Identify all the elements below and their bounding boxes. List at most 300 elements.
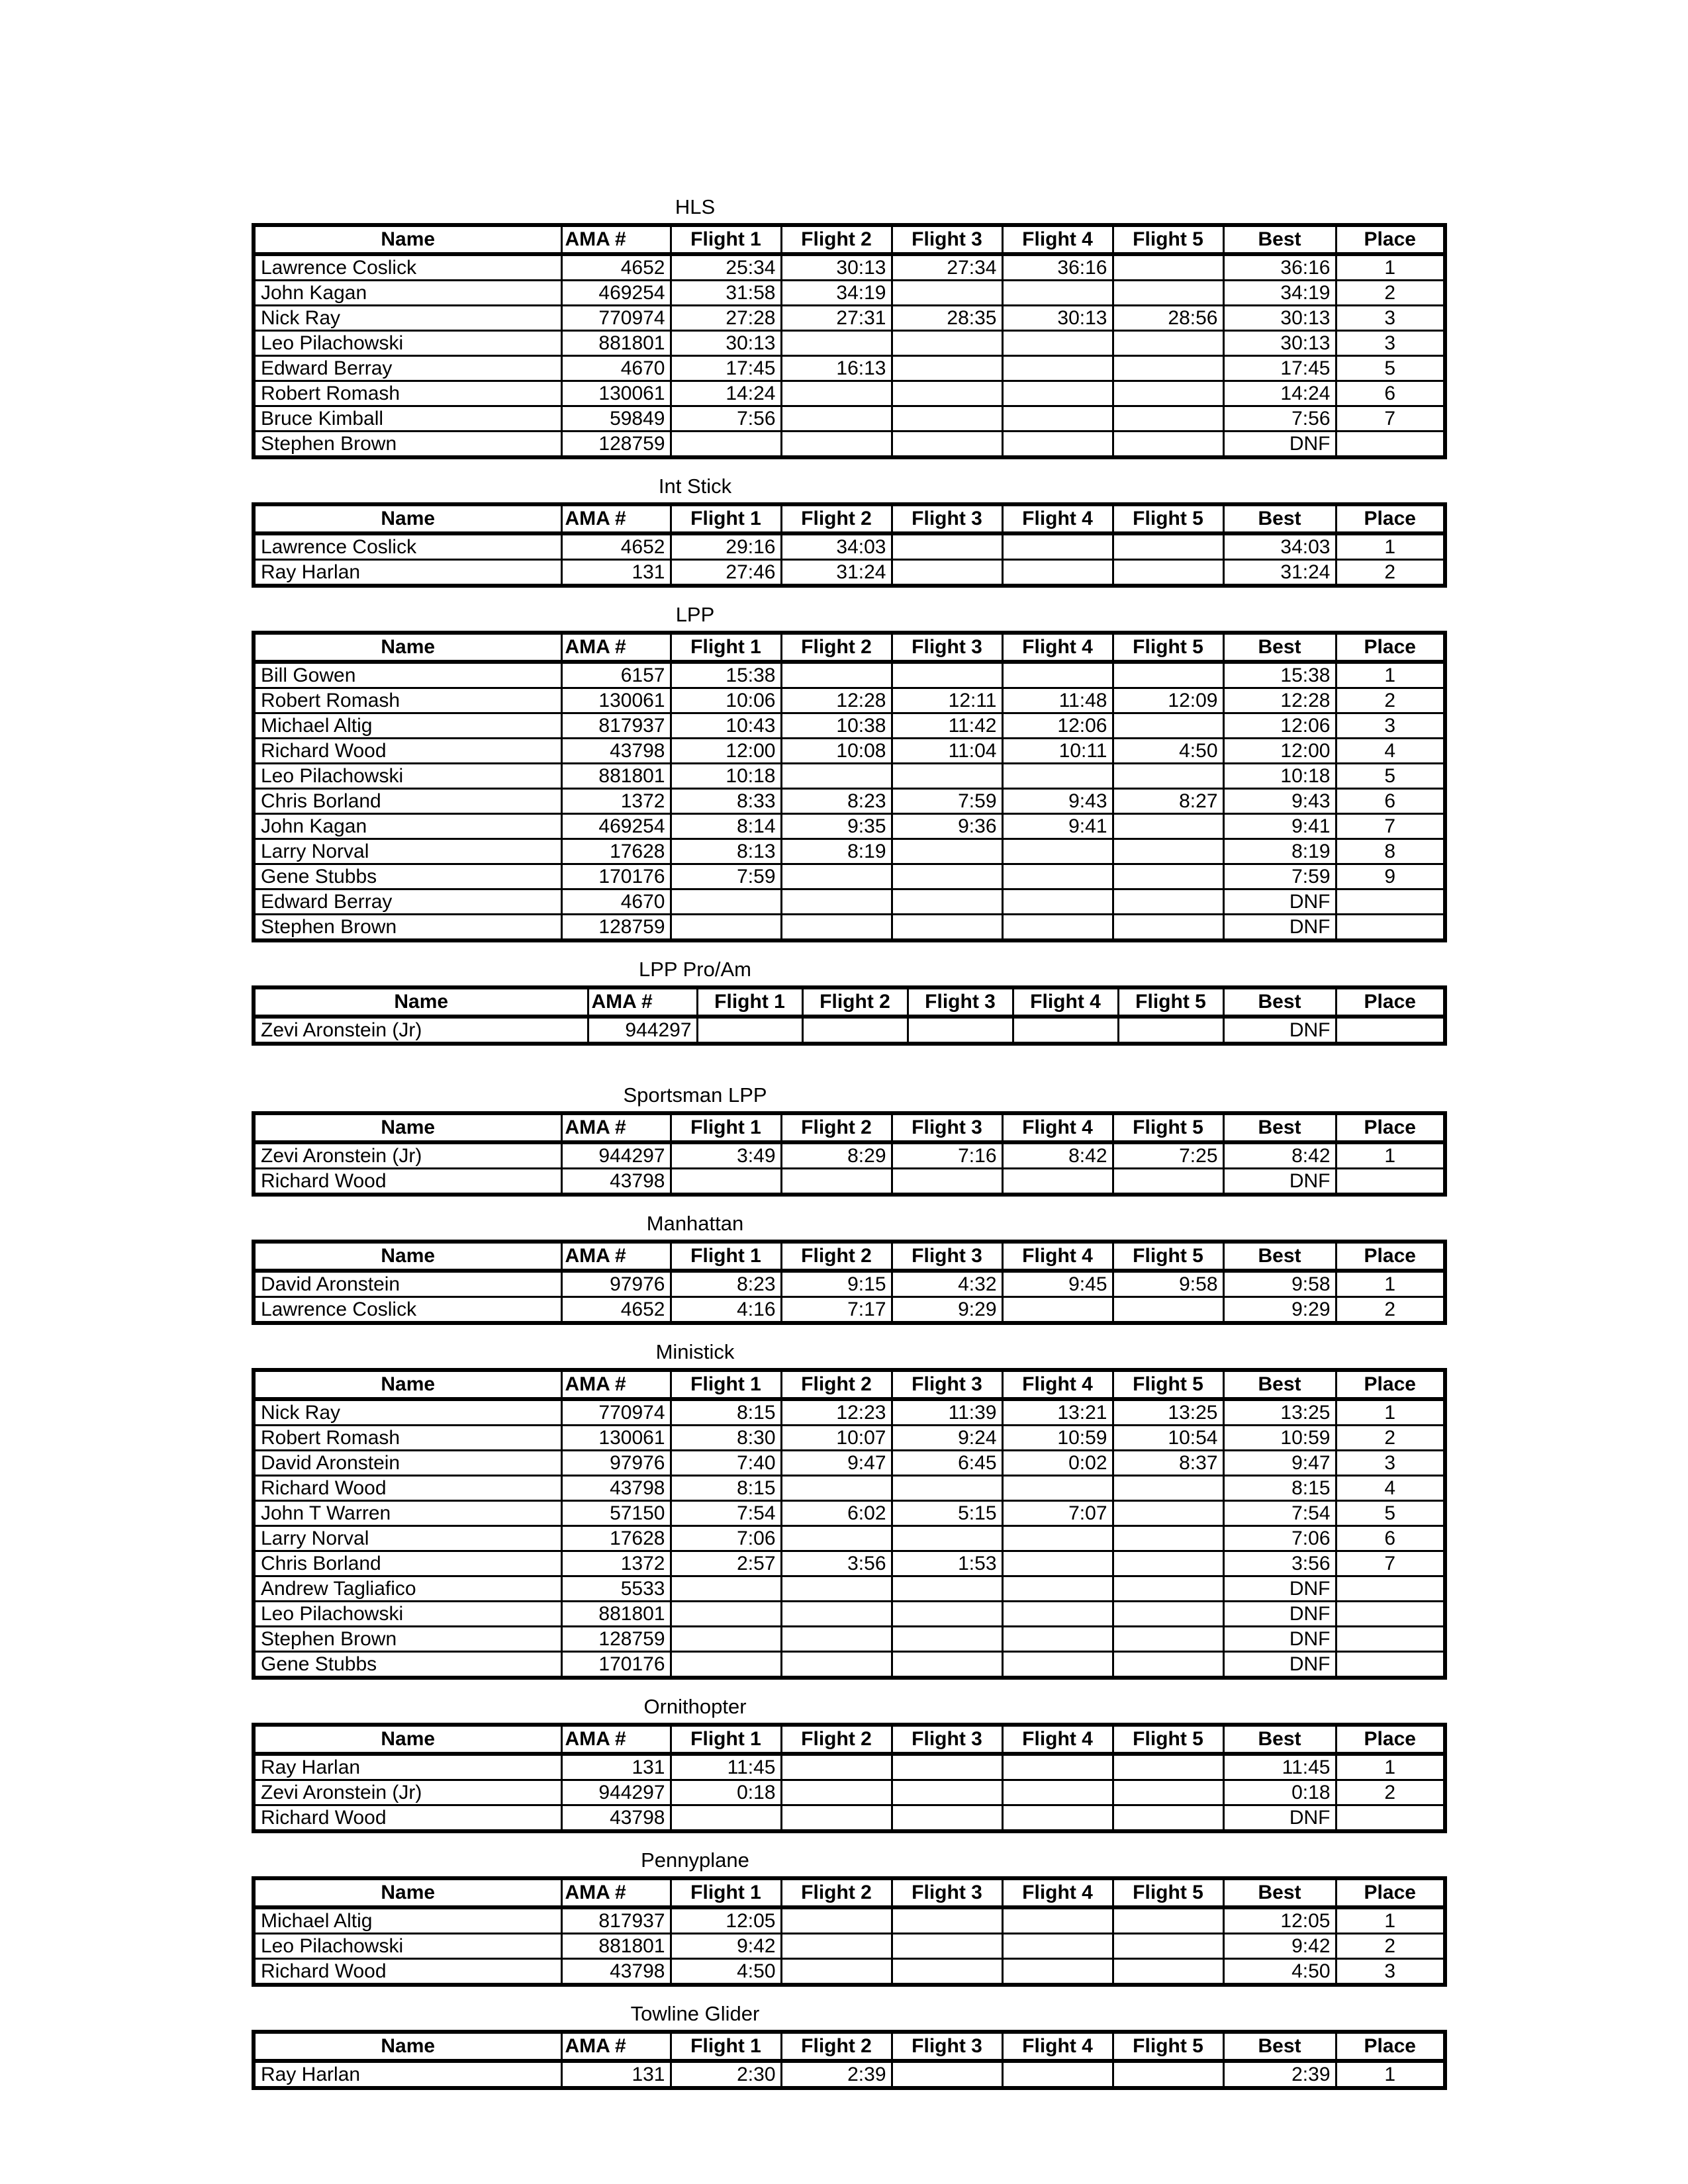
cell-ama-number: 944297 [561,1142,671,1169]
column-header-flight-1: Flight 1 [671,633,781,662]
column-header-flight-1: Flight 1 [671,1242,781,1271]
column-header-flight-1: Flight 1 [671,2032,781,2061]
section-towline-glider [252,2003,1443,2090]
cell-flight-3: 9:36 [892,814,1002,839]
cell-flight-3: 4:32 [892,1271,1002,1297]
cell-flight-3 [892,1602,1002,1627]
cell-flight-1: 0:18 [671,1780,781,1805]
cell-flight-4: 11:48 [1002,688,1113,713]
table-row [254,1551,1445,1576]
column-header-ama: AMA # [561,2032,671,2061]
cell-flight-3 [892,281,1002,306]
cell-place: 3 [1336,1959,1445,1985]
cell-best: DNF [1223,1805,1336,1832]
cell-name: Robert Romash [254,381,561,406]
cell-name: Leo Pilachowski [254,764,561,789]
cell-flight-2: 7:17 [781,1297,892,1324]
table-row [254,1780,1445,1805]
cell-ama-number: 944297 [561,1780,671,1805]
cell-flight-1 [671,889,781,915]
table-row [254,533,1445,560]
column-header-name: Name [254,225,561,254]
table-row [254,764,1445,789]
cell-flight-2: 8:19 [781,839,892,864]
cell-best: 31:24 [1223,560,1336,586]
column-header-flight-3: Flight 3 [892,2032,1002,2061]
cell-flight-4: 36:16 [1002,254,1113,281]
cell-flight-2: 30:13 [781,254,892,281]
cell-best: 3:56 [1223,1551,1336,1576]
cell-flight-4 [1013,1017,1118,1044]
cell-ama-number: 170176 [561,864,671,889]
cell-flight-5: 4:50 [1113,739,1223,764]
cell-flight-4 [1002,662,1113,688]
header-row [254,633,1445,662]
cell-flight-5 [1113,1652,1223,1678]
cell-ama-number: 469254 [561,814,671,839]
cell-flight-4 [1002,1169,1113,1195]
cell-flight-3: 12:11 [892,688,1002,713]
column-header-flight-2: Flight 2 [781,2032,892,2061]
cell-flight-2: 10:07 [781,1426,892,1451]
column-header-flight-2: Flight 2 [781,1370,892,1399]
cell-flight-4 [1002,889,1113,915]
cell-flight-3 [892,381,1002,406]
cell-flight-2 [781,432,892,458]
section-title: LPP Pro/Am [638,958,751,981]
cell-flight-3 [892,1805,1002,1832]
cell-flight-1: 25:34 [671,254,781,281]
cell-name: Nick Ray [254,306,561,331]
cell-flight-3: 11:04 [892,739,1002,764]
cell-best: 4:50 [1223,1959,1336,1985]
column-header-flight-4: Flight 4 [1002,1725,1113,1754]
cell-place: 8 [1336,839,1445,864]
cell-best: 7:59 [1223,864,1336,889]
section-lpp-pro-am [252,958,1443,1046]
cell-flight-1 [671,1169,781,1195]
column-header-flight-3: Flight 3 [892,633,1002,662]
results-table [252,1723,1447,1833]
column-header-place: Place [1336,987,1445,1017]
cell-name: David Aronstein [254,1451,561,1476]
column-header-best: Best [1223,987,1336,1017]
cell-flight-4 [1002,406,1113,432]
cell-best: 2:39 [1223,2061,1336,2088]
column-header-name: Name [254,1370,561,1399]
cell-flight-1: 7:59 [671,864,781,889]
cell-flight-1 [671,1652,781,1678]
cell-ama-number: 4652 [561,1297,671,1324]
cell-flight-3 [892,1934,1002,1959]
cell-flight-1: 7:06 [671,1526,781,1551]
column-header-flight-4: Flight 4 [1002,633,1113,662]
table-row [254,662,1445,688]
cell-flight-4: 30:13 [1002,306,1113,331]
cell-ama-number: 128759 [561,915,671,941]
cell-place: 9 [1336,864,1445,889]
cell-flight-2: 16:13 [781,356,892,381]
cell-flight-3: 11:39 [892,1399,1002,1426]
cell-flight-4: 0:02 [1002,1451,1113,1476]
cell-flight-3 [892,764,1002,789]
cell-flight-2 [781,1959,892,1985]
cell-flight-4 [1002,2061,1113,2088]
column-header-best: Best [1223,633,1336,662]
cell-flight-1: 8:23 [671,1271,781,1297]
column-header-flight-2: Flight 2 [781,225,892,254]
cell-flight-2: 10:38 [781,713,892,739]
cell-best: 34:19 [1223,281,1336,306]
results-table [252,1111,1447,1197]
cell-ama-number: 881801 [561,764,671,789]
cell-flight-4 [1002,432,1113,458]
cell-flight-4 [1002,1959,1113,1985]
header-row [254,2032,1445,2061]
column-header-flight-4: Flight 4 [1013,987,1118,1017]
cell-name: Zevi Aronstein (Jr) [254,1780,561,1805]
cell-flight-1: 27:28 [671,306,781,331]
cell-place [1336,889,1445,915]
column-header-flight-5: Flight 5 [1113,2032,1223,2061]
column-header-ama: AMA # [588,987,697,1017]
table-row [254,1017,1445,1044]
cell-flight-1: 11:45 [671,1754,781,1780]
cell-name: Richard Wood [254,1959,561,1985]
cell-flight-5: 28:56 [1113,306,1223,331]
cell-flight-2 [781,1907,892,1934]
table-row [254,1476,1445,1501]
cell-flight-4 [1002,1754,1113,1780]
cell-flight-2: 34:03 [781,533,892,560]
table-row [254,1169,1445,1195]
cell-best: 30:13 [1223,331,1336,356]
cell-flight-5 [1113,381,1223,406]
cell-flight-1: 8:33 [671,789,781,814]
cell-ama-number: 5533 [561,1576,671,1602]
cell-flight-4: 9:43 [1002,789,1113,814]
column-header-flight-4: Flight 4 [1002,1242,1113,1271]
column-header-ama: AMA # [561,633,671,662]
column-header-best: Best [1223,1113,1336,1142]
column-header-flight-5: Flight 5 [1113,504,1223,533]
cell-name: David Aronstein [254,1271,561,1297]
column-header-flight-1: Flight 1 [671,1878,781,1907]
cell-flight-5: 12:09 [1113,688,1223,713]
cell-flight-3: 7:59 [892,789,1002,814]
table-row [254,889,1445,915]
cell-flight-2 [781,1780,892,1805]
table-row [254,915,1445,941]
table-row [254,1805,1445,1832]
column-header-name: Name [254,1113,561,1142]
cell-flight-4: 10:11 [1002,739,1113,764]
column-header-flight-4: Flight 4 [1002,1370,1113,1399]
cell-name: Gene Stubbs [254,1652,561,1678]
cell-flight-4 [1002,281,1113,306]
cell-flight-4 [1002,1297,1113,1324]
cell-place: 3 [1336,331,1445,356]
column-header-ama: AMA # [561,1242,671,1271]
cell-best: DNF [1223,889,1336,915]
cell-flight-3 [892,1754,1002,1780]
results-table [252,502,1447,588]
cell-flight-2: 8:23 [781,789,892,814]
column-header-flight-3: Flight 3 [892,1242,1002,1271]
column-header-flight-2: Flight 2 [781,1242,892,1271]
cell-name: Ray Harlan [254,560,561,586]
cell-place: 6 [1336,1526,1445,1551]
cell-ama-number: 43798 [561,1476,671,1501]
cell-flight-5 [1113,406,1223,432]
table-row [254,2061,1445,2088]
cell-flight-4 [1002,1602,1113,1627]
column-header-flight-4: Flight 4 [1002,1878,1113,1907]
cell-best: 7:06 [1223,1526,1336,1551]
table-row [254,1754,1445,1780]
cell-flight-3: 27:34 [892,254,1002,281]
cell-flight-3 [892,915,1002,941]
results-table [252,985,1447,1046]
table-row [254,254,1445,281]
cell-place: 4 [1336,1476,1445,1501]
cell-flight-5 [1113,432,1223,458]
header-row [254,1725,1445,1754]
cell-ama-number: 130061 [561,1426,671,1451]
cell-flight-4 [1002,1551,1113,1576]
cell-flight-1 [671,1576,781,1602]
section-title: Manhattan [646,1212,744,1235]
cell-flight-5 [1113,356,1223,381]
cell-flight-4 [1002,1934,1113,1959]
table-row [254,1652,1445,1678]
cell-ama-number: 97976 [561,1451,671,1476]
cell-place: 5 [1336,764,1445,789]
cell-ama-number: 43798 [561,1805,671,1832]
cell-place: 2 [1336,688,1445,713]
results-table [252,2030,1447,2090]
cell-flight-5 [1113,764,1223,789]
cell-name: Leo Pilachowski [254,331,561,356]
cell-flight-5 [1113,1805,1223,1832]
cell-flight-4: 8:42 [1002,1142,1113,1169]
cell-best: 10:18 [1223,764,1336,789]
table-row [254,1271,1445,1297]
cell-best: 12:06 [1223,713,1336,739]
cell-name: Lawrence Coslick [254,254,561,281]
cell-name: Bill Gowen [254,662,561,688]
cell-flight-2: 27:31 [781,306,892,331]
cell-place: 7 [1336,406,1445,432]
cell-flight-1: 9:42 [671,1934,781,1959]
cell-best: 30:13 [1223,306,1336,331]
cell-ama-number: 130061 [561,688,671,713]
cell-best: 9:41 [1223,814,1336,839]
column-header-place: Place [1336,1878,1445,1907]
cell-flight-1: 12:00 [671,739,781,764]
cell-ama-number: 43798 [561,739,671,764]
column-header-ama: AMA # [561,1725,671,1754]
cell-place: 3 [1336,1451,1445,1476]
cell-place: 1 [1336,533,1445,560]
cell-flight-4 [1002,381,1113,406]
column-header-best: Best [1223,1242,1336,1271]
cell-flight-4: 9:41 [1002,814,1113,839]
cell-flight-3: 28:35 [892,306,1002,331]
cell-name: Chris Borland [254,1551,561,1576]
cell-flight-3 [892,1907,1002,1934]
table-row [254,432,1445,458]
cell-flight-5: 7:25 [1113,1142,1223,1169]
cell-flight-2 [781,915,892,941]
table-row [254,713,1445,739]
cell-flight-4 [1002,356,1113,381]
cell-ama-number: 4652 [561,533,671,560]
cell-flight-4 [1002,1526,1113,1551]
cell-place: 1 [1336,1142,1445,1169]
cell-flight-3 [908,1017,1013,1044]
cell-name: John Kagan [254,814,561,839]
table-row [254,839,1445,864]
cell-best: DNF [1223,1169,1336,1195]
cell-flight-2 [781,406,892,432]
cell-ama-number: 128759 [561,1627,671,1652]
cell-flight-3 [892,1627,1002,1652]
cell-best: 7:56 [1223,406,1336,432]
cell-ama-number: 1372 [561,1551,671,1576]
cell-flight-4: 10:59 [1002,1426,1113,1451]
header-row [254,225,1445,254]
cell-best: 12:00 [1223,739,1336,764]
section-hls [252,196,1443,459]
cell-flight-5 [1113,1907,1223,1934]
column-header-ama: AMA # [561,1370,671,1399]
column-header-best: Best [1223,2032,1336,2061]
cell-best: 17:45 [1223,356,1336,381]
table-row [254,1959,1445,1985]
table-row [254,356,1445,381]
cell-flight-1: 12:05 [671,1907,781,1934]
cell-best: 9:58 [1223,1271,1336,1297]
cell-flight-4 [1002,1652,1113,1678]
cell-flight-1: 8:14 [671,814,781,839]
cell-flight-1: 4:50 [671,1959,781,1985]
cell-place: 2 [1336,1297,1445,1324]
table-row [254,1907,1445,1934]
cell-name: Lawrence Coslick [254,533,561,560]
cell-flight-3 [892,533,1002,560]
cell-flight-3 [892,889,1002,915]
cell-flight-3 [892,1169,1002,1195]
cell-flight-2 [781,1476,892,1501]
cell-name: Ray Harlan [254,2061,561,2088]
column-header-ama: AMA # [561,225,671,254]
cell-flight-5 [1113,1627,1223,1652]
column-header-place: Place [1336,1242,1445,1271]
table-row [254,1526,1445,1551]
table-row [254,789,1445,814]
cell-ama-number: 43798 [561,1959,671,1985]
cell-flight-2: 9:15 [781,1271,892,1297]
cell-place: 1 [1336,1399,1445,1426]
cell-flight-2 [781,1627,892,1652]
cell-best: 11:45 [1223,1754,1336,1780]
cell-flight-2 [781,764,892,789]
cell-ama-number: 1372 [561,789,671,814]
section-manhattan [252,1212,1443,1325]
section-title: Ministick [655,1340,735,1363]
column-header-name: Name [254,504,561,533]
cell-flight-3 [892,662,1002,688]
cell-flight-2 [781,1805,892,1832]
cell-flight-1: 8:30 [671,1426,781,1451]
results-table [252,631,1447,942]
cell-flight-5 [1113,839,1223,864]
table-row [254,1426,1445,1451]
column-header-flight-1: Flight 1 [671,225,781,254]
section-title: LPP [675,603,715,626]
cell-flight-2 [781,1652,892,1678]
column-header-place: Place [1336,1370,1445,1399]
cell-flight-3 [892,839,1002,864]
cell-flight-2 [781,1934,892,1959]
cell-flight-2: 2:39 [781,2061,892,2088]
column-header-place: Place [1336,225,1445,254]
column-header-flight-1: Flight 1 [671,1725,781,1754]
cell-name: Bruce Kimball [254,406,561,432]
table-row [254,1399,1445,1426]
column-header-flight-4: Flight 4 [1002,2032,1113,2061]
cell-flight-2: 31:24 [781,560,892,586]
cell-best: DNF [1223,1602,1336,1627]
cell-place [1336,1627,1445,1652]
column-header-best: Best [1223,504,1336,533]
cell-best: 0:18 [1223,1780,1336,1805]
cell-ama-number: 881801 [561,1934,671,1959]
cell-ama-number: 57150 [561,1501,671,1526]
section-pennyplane [252,1849,1443,1987]
cell-flight-2 [781,864,892,889]
cell-flight-1: 7:54 [671,1501,781,1526]
cell-name: John T Warren [254,1501,561,1526]
section-lpp [252,604,1443,942]
cell-ama-number: 4652 [561,254,671,281]
column-header-flight-3: Flight 3 [892,1113,1002,1142]
cell-flight-1: 14:24 [671,381,781,406]
column-header-flight-5: Flight 5 [1113,1370,1223,1399]
column-header-name: Name [254,1242,561,1271]
header-row [254,504,1445,533]
column-header-flight-4: Flight 4 [1002,504,1113,533]
cell-flight-3 [892,1652,1002,1678]
cell-flight-3 [892,1476,1002,1501]
cell-flight-2: 34:19 [781,281,892,306]
table-row [254,1627,1445,1652]
cell-best: DNF [1223,1017,1336,1044]
cell-flight-2 [781,1754,892,1780]
cell-flight-5 [1113,1934,1223,1959]
section-title: Sportsman LPP [623,1083,767,1107]
cell-flight-1: 10:43 [671,713,781,739]
cell-place: 1 [1336,662,1445,688]
cell-ama-number: 817937 [561,713,671,739]
cell-place: 1 [1336,1271,1445,1297]
cell-best: 8:19 [1223,839,1336,864]
cell-name: Gene Stubbs [254,864,561,889]
cell-flight-3 [892,356,1002,381]
column-header-flight-3: Flight 3 [908,987,1013,1017]
cell-flight-1: 2:57 [671,1551,781,1576]
